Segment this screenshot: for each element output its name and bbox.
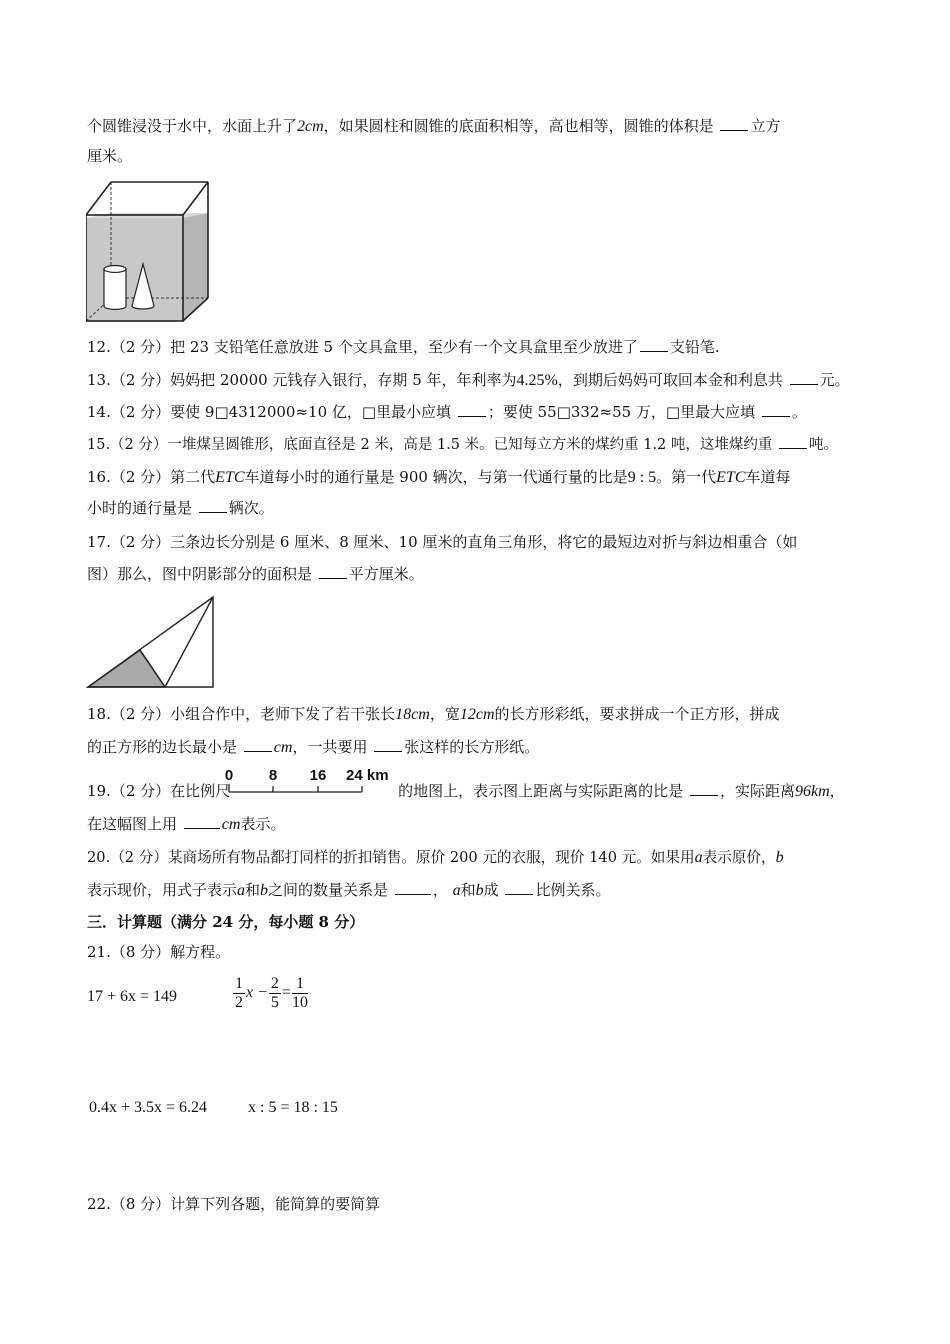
q20-var-a-3: a (452, 882, 461, 899)
q12 (87, 337, 720, 357)
q11-text-b: ，如果圆柱和圆锥的底面积相等，高也相等，圆锥的体积是 (323, 117, 714, 135)
q19-answer-blank-1[interactable] (690, 781, 718, 796)
q20-var-a-2: a (237, 882, 246, 899)
q18-width: 12cm (459, 706, 495, 723)
eq2-frac-2 (269, 975, 281, 1012)
q16-text-a: 16.（2 分）第二代 (87, 468, 216, 486)
q15 (87, 434, 838, 455)
q16-line2 (87, 498, 274, 518)
q20-text-b: 表示原价， (702, 849, 776, 866)
q13-text-a: 13.（2 分）妈妈把 20000 元钱存入银行，存期 5 年，年利率为 (87, 371, 517, 389)
q11-rise-value: 2cm (297, 118, 324, 135)
q19-line1 (87, 781, 845, 802)
q14-answer-blank-1[interactable] (458, 402, 486, 417)
q20-text-f: ， (432, 881, 448, 899)
q19-text-c: ，实际距离 (719, 782, 795, 800)
q11-text-c: 立方 (750, 117, 781, 135)
q14-text-b: ；要使 55□332≈55 万，□里最大应填 (487, 403, 756, 421)
q18-text-e: ，一共要用 (292, 738, 368, 756)
q15-text-a: 15.（2 分）一堆煤呈圆锥形，底面直径是 2 米，高是 1.5 米。已知每立方米的煤约重 1.2 吨，这堆煤约重 (87, 437, 773, 453)
q17-answer-blank[interactable] (319, 564, 347, 579)
q16-text-f: 辆次。 (228, 499, 274, 517)
q22-title: 22.（8 分）计算下列各题，能简算的要简算 (87, 1195, 381, 1213)
q20-answer-blank-1[interactable] (395, 880, 431, 895)
q17-text-b: 平方厘米。 (348, 565, 424, 583)
q21-eq3: 0.4x + 3.5x = 6.24 (89, 1099, 208, 1116)
q18-text-b: ，宽 (429, 705, 460, 723)
q12-text-a: 12.（2 分）把 23 支铅笔任意放进 5 个文具盒里，至少有一个文具盒里至少放进了 (87, 338, 638, 356)
water-side (183, 213, 208, 321)
q13-rate: 4.25% (516, 372, 558, 389)
q20-var-a: a (694, 849, 703, 866)
eq2-d2: 5 (270, 994, 279, 1011)
q16-text-c: 。第一代 (656, 468, 717, 486)
q20-var-b-2: b (260, 882, 269, 899)
q20-text-d: 和 (245, 881, 261, 899)
q21-title: 21.（8 分）解方程。 (87, 943, 231, 961)
q11-text-a: 个圆锥浸没于水中，水面上升了 (87, 117, 298, 135)
q17-line1: 17.（2 分）三条边长分别是 6 厘米、8 厘米、10 厘米的直角三角形，将它的最短边对折与斜边相重合（如 (87, 533, 798, 551)
q19-text-a: 19.（2 分）在比例尺 (87, 782, 231, 800)
q12-text-b: 支铅笔. (669, 338, 720, 356)
q18-text-c: 的长方形彩纸，要求拼成一个正方形，拼成 (494, 705, 780, 723)
q18-answer-blank-2[interactable] (374, 737, 402, 752)
q18-text-f: 张这样的长方形纸。 (404, 738, 540, 756)
q16-line1 (87, 467, 791, 488)
q16-etc-1: ETC (215, 469, 245, 486)
eq2-n2: 2 (270, 975, 279, 992)
q18-line1 (87, 704, 780, 725)
q17-figure (86, 595, 218, 691)
q20-text-a: 20.（2 分）某商场所有物品都打同样的折扣销售。原价 200 元的衣服，现价 140 元。如果用 (87, 849, 695, 866)
q19-text-e: 在这幅图上用 (87, 815, 178, 833)
scale-label-24km: 24 km (346, 767, 389, 784)
q21-eq4: x : 5 = 18 : 15 (248, 1099, 338, 1116)
q13-text-b: ，到期后妈妈可取回本金和利息共 (557, 371, 783, 389)
q20-line1 (87, 848, 784, 868)
q20-text-e: 之间的数量关系是 (268, 881, 389, 899)
q16-text-b: 车道每小时的通行量是 900 辆次，与第一代通行量的比是 (244, 468, 628, 486)
eq2-d3: 10 (291, 994, 308, 1011)
q16-text-d: 车道每 (745, 468, 791, 486)
q13-text-c: 元。 (819, 371, 850, 389)
q14-text-a: 14.（2 分）要使 9□4312000≈10 亿，□里最小应填 (87, 403, 452, 421)
cylinder-shape (104, 266, 126, 310)
q19-text-b: 的地图上，表示图上距离与实际距离的比是 (398, 782, 684, 800)
eq2-n1: 1 (235, 975, 243, 992)
q19-distance: 96km (794, 783, 830, 800)
q20-var-b-3: b (475, 882, 484, 899)
q11-answer-blank[interactable] (720, 116, 748, 131)
q15-answer-blank[interactable] (779, 434, 807, 449)
eq2-frac-1 (233, 975, 245, 1012)
q20-text-h: 成 (483, 881, 499, 899)
q14 (87, 402, 807, 422)
q12-answer-blank[interactable] (640, 337, 668, 352)
q19-answer-blank-2[interactable] (184, 814, 220, 829)
eq2-d1: 2 (235, 994, 243, 1011)
q20-var-b: b (775, 849, 784, 866)
q16-answer-blank[interactable] (199, 498, 227, 513)
q19-unit: cm (221, 816, 241, 833)
q18-answer-blank-1[interactable] (244, 737, 272, 752)
eq2-frac-3 (292, 975, 308, 1012)
q18-line2 (87, 737, 539, 758)
scale-label-8: 8 (268, 767, 278, 784)
eq2-mid: x − (246, 984, 268, 1002)
q16-etc-2: ETC (716, 469, 746, 486)
q20-text-c: 表示现价，用式子表示 (87, 881, 238, 899)
q14-text-c: 。 (791, 403, 807, 421)
q18-text-d: 的正方形的边长最小是 (87, 738, 238, 756)
q14-answer-blank-2[interactable] (762, 402, 790, 417)
q17-line2 (87, 564, 424, 584)
q15-text-b: 吨。 (809, 437, 838, 453)
eq2-eq: = (281, 984, 291, 1002)
scale-bar (224, 764, 402, 798)
scale-label-0: 0 (224, 767, 234, 784)
q16-text-e: 小时的通行量是 (87, 499, 193, 517)
q11-line2: 厘米。 (87, 147, 133, 165)
q21-eq1: 17 + 6x = 149 (87, 988, 178, 1005)
q19-text-d: ， (829, 782, 845, 800)
q19-line2 (87, 814, 285, 835)
q11-figure (86, 180, 211, 325)
q20-answer-blank-2[interactable] (505, 880, 533, 895)
q16-ratio: 9 : 5 (627, 469, 657, 486)
q21-eq2 (232, 975, 309, 1012)
q11-line1 (87, 116, 780, 137)
eq2-n3: 1 (292, 975, 308, 994)
q18-unit: cm (273, 739, 293, 756)
q18-length: 18cm (395, 706, 430, 723)
q13-answer-blank[interactable] (790, 370, 818, 385)
shaded-region (88, 650, 165, 687)
q20-text-g: 和 (460, 881, 476, 899)
q20-text-i: 比例关系。 (535, 881, 611, 899)
scale-label-16: 16 (309, 767, 327, 784)
q19-text-f: 表示。 (240, 815, 286, 833)
q13 (87, 370, 850, 391)
q18-text-a: 18.（2 分）小组合作中，老师下发了若干张长 (87, 705, 396, 723)
q17-text-a: 图）那么，图中阴影部分的面积是 (87, 565, 313, 583)
q20-line2 (87, 880, 610, 901)
section-3-title: 三．计算题（满分 24 分，每小题 8 分） (87, 913, 365, 931)
